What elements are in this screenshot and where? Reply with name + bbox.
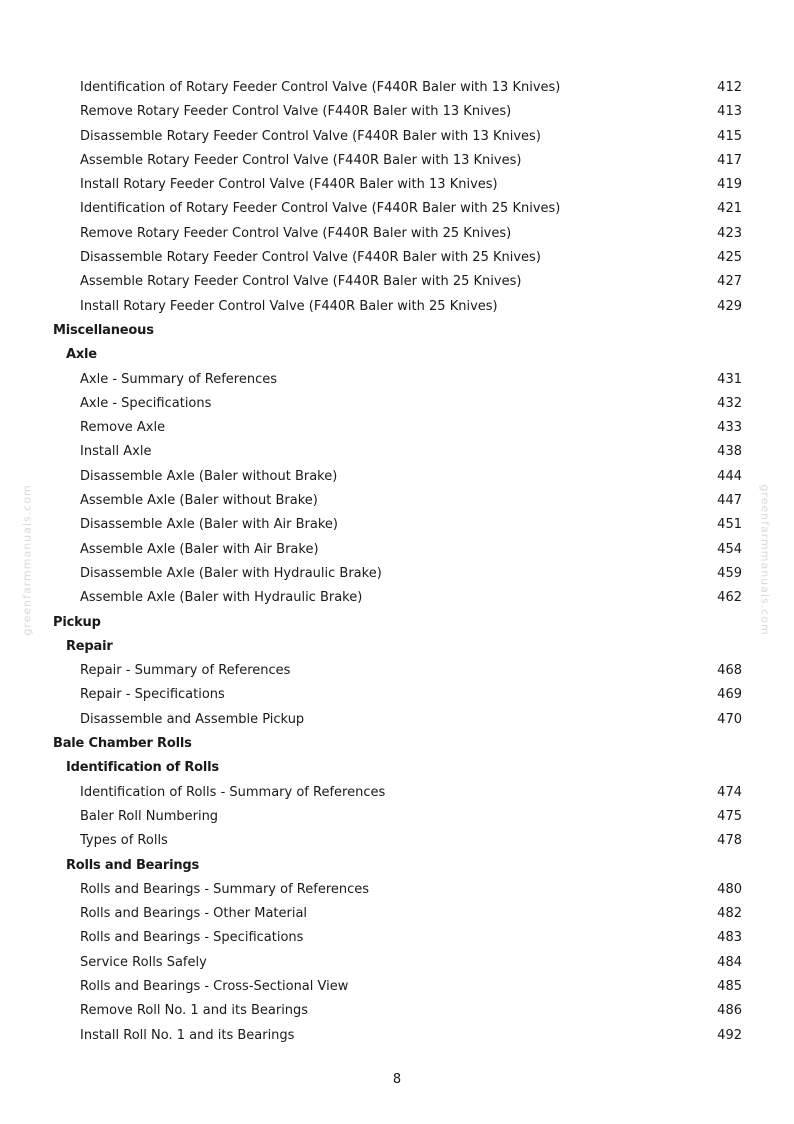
toc-entry[interactable] <box>0 149 794 173</box>
toc-entry-label: Disassemble and Assemble Pickup <box>80 711 305 727</box>
toc-entry[interactable] <box>0 246 794 270</box>
toc-entry[interactable] <box>0 562 794 586</box>
toc-entry-page: 468 <box>717 663 742 679</box>
toc-entry-label: Rolls and Bearings - Other Material <box>80 906 308 922</box>
toc-entry[interactable] <box>0 222 794 246</box>
toc-entry-label: Service Rolls Safely <box>80 954 207 970</box>
toc-entry[interactable] <box>0 829 794 853</box>
toc-entry-label: Rolls and Bearings - Cross-Sectional View <box>80 978 349 994</box>
toc-entry[interactable] <box>0 781 794 805</box>
toc-entry[interactable] <box>0 392 794 416</box>
toc-subsection-heading <box>0 635 794 659</box>
toc-entry[interactable] <box>0 586 794 610</box>
toc-entry[interactable] <box>0 878 794 902</box>
toc-entry-label: Assemble Rotary Feeder Control Valve (F440R Baler with 25 Knives) <box>80 274 522 290</box>
toc-entry-label: Rolls and Bearings - Summary of References <box>80 881 370 897</box>
toc-entry-page: 417 <box>717 152 742 168</box>
toc-entry-label: Repair - Specifications <box>80 687 225 703</box>
toc-entry[interactable] <box>0 926 794 950</box>
toc-subsection-heading <box>0 343 794 367</box>
toc-entry-label: Assemble Axle (Baler with Air Brake) <box>80 541 319 557</box>
toc-entry-page: 421 <box>717 201 742 217</box>
toc-entry[interactable] <box>0 659 794 683</box>
toc-entry-label: Repair - Summary of References <box>80 663 291 679</box>
toc-entry-label: Axle <box>66 347 97 363</box>
toc-entry-label: Miscellaneous <box>53 322 154 338</box>
toc-entry-label: Remove Roll No. 1 and its Bearings <box>80 1003 309 1019</box>
toc-entry[interactable] <box>0 805 794 829</box>
toc-entry-page: 415 <box>717 128 742 144</box>
page-number: 8 <box>392 1072 402 1087</box>
toc-entry-label: Baler Roll Numbering <box>80 808 219 824</box>
toc-entry[interactable] <box>0 440 794 464</box>
toc-entry-page: 485 <box>717 978 742 994</box>
toc-entry[interactable] <box>0 1024 794 1048</box>
toc-entry[interactable] <box>0 999 794 1023</box>
toc-entry[interactable] <box>0 489 794 513</box>
toc-entry-label: Disassemble Rotary Feeder Control Valve (F440R Baler with 13 Knives) <box>80 128 541 144</box>
toc-entry[interactable] <box>0 270 794 294</box>
toc-entry-page: 483 <box>717 930 742 946</box>
toc-entry-page: 462 <box>717 590 742 606</box>
toc-entry-label: Disassemble Axle (Baler with Air Brake) <box>80 517 338 533</box>
watermark-right: greenfarmmanuals.com <box>758 484 772 636</box>
toc-entry[interactable] <box>0 295 794 319</box>
toc-entry-label: Identification of Rotary Feeder Control Valve (F440R Baler with 25 Knives) <box>80 201 561 217</box>
toc-entry-label: Repair <box>66 638 113 654</box>
toc-entry-label: Assemble Axle (Baler with Hydraulic Brake) <box>80 590 363 606</box>
toc-section-heading <box>0 611 794 635</box>
toc-entry[interactable] <box>0 368 794 392</box>
toc-section-heading <box>0 319 794 343</box>
toc-entry-label: Remove Rotary Feeder Control Valve (F440R Baler with 25 Knives) <box>80 225 512 241</box>
toc-entry-page: 423 <box>717 225 742 241</box>
toc-entry[interactable] <box>0 708 794 732</box>
toc-entry-page: 482 <box>717 906 742 922</box>
toc-entry-page: 412 <box>717 80 742 95</box>
toc-entry-label: Assemble Rotary Feeder Control Valve (F440R Baler with 13 Knives) <box>80 152 522 168</box>
toc-entry-label: Remove Rotary Feeder Control Valve (F440R Baler with 13 Knives) <box>80 104 512 120</box>
toc-entry-page: 484 <box>717 954 742 970</box>
toc-entry-label: Install Roll No. 1 and its Bearings <box>80 1027 295 1043</box>
toc-entry-page: 413 <box>717 104 742 120</box>
toc-entry-label: Assemble Axle (Baler without Brake) <box>80 493 318 509</box>
toc-entry-label: Bale Chamber Rolls <box>53 736 192 752</box>
toc-entry-label: Rolls and Bearings <box>66 857 200 873</box>
toc-entry[interactable] <box>0 465 794 489</box>
toc-entry[interactable] <box>0 125 794 149</box>
toc-entry-label: Identification of Rolls - Summary of References <box>80 784 386 800</box>
toc-entry-label: Remove Axle <box>80 420 166 436</box>
toc-subsection-heading <box>0 854 794 878</box>
toc-entry-page: 459 <box>717 565 742 581</box>
toc-entry-page: 429 <box>717 298 742 314</box>
toc-entry-label: Axle - Summary of References <box>80 371 278 387</box>
toc-entry-page: 492 <box>717 1027 742 1043</box>
table-of-contents <box>0 76 794 1048</box>
watermark-left: greenfarmmanuals.com <box>20 484 34 636</box>
toc-entry-label: Install Axle <box>80 444 152 460</box>
toc-entry-page: 427 <box>717 274 742 290</box>
toc-entry[interactable] <box>0 197 794 221</box>
toc-entry-page: 474 <box>717 784 742 800</box>
toc-entry-page: 470 <box>717 711 742 727</box>
toc-entry[interactable] <box>0 951 794 975</box>
toc-entry[interactable] <box>0 975 794 999</box>
toc-entry[interactable] <box>0 416 794 440</box>
toc-entry-page: 438 <box>717 444 742 460</box>
toc-entry-label: Axle - Specifications <box>80 395 212 411</box>
toc-entry[interactable] <box>0 173 794 197</box>
toc-entry-page: 478 <box>717 833 742 849</box>
toc-entry-label: Identification of Rotary Feeder Control Valve (F440R Baler with 13 Knives) <box>80 80 561 95</box>
toc-entry-label: Disassemble Axle (Baler without Brake) <box>80 468 338 484</box>
toc-entry-page: 454 <box>717 541 742 557</box>
toc-entry-page: 469 <box>717 687 742 703</box>
toc-entry-page: 447 <box>717 493 742 509</box>
toc-entry-page: 451 <box>717 517 742 533</box>
toc-entry-page: 432 <box>717 395 742 411</box>
toc-entry-label: Identification of Rolls <box>66 760 219 776</box>
toc-entry[interactable] <box>0 76 794 100</box>
toc-entry-page: 419 <box>717 177 742 193</box>
toc-entry-label: Types of Rolls <box>80 833 168 849</box>
toc-entry-label: Install Rotary Feeder Control Valve (F440R Baler with 13 Knives) <box>80 177 498 193</box>
toc-entry-label: Pickup <box>53 614 101 630</box>
toc-entry[interactable] <box>0 538 794 562</box>
toc-entry-label: Install Rotary Feeder Control Valve (F440R Baler with 25 Knives) <box>80 298 498 314</box>
toc-entry-page: 480 <box>717 881 742 897</box>
toc-entry[interactable] <box>0 902 794 926</box>
toc-section-heading <box>0 732 794 756</box>
toc-entry-page: 444 <box>717 468 742 484</box>
toc-entry-label: Disassemble Axle (Baler with Hydraulic Brake) <box>80 565 382 581</box>
toc-entry-label: Rolls and Bearings - Specifications <box>80 930 304 946</box>
toc-subsection-heading <box>0 756 794 780</box>
toc-entry-page: 431 <box>717 371 742 387</box>
toc-entry-page: 486 <box>717 1003 742 1019</box>
toc-entry[interactable] <box>0 683 794 707</box>
toc-entry[interactable] <box>0 100 794 124</box>
toc-entry-page: 475 <box>717 808 742 824</box>
toc-entry[interactable] <box>0 513 794 537</box>
toc-entry-page: 433 <box>717 420 742 436</box>
toc-entry-label: Disassemble Rotary Feeder Control Valve (F440R Baler with 25 Knives) <box>80 250 541 266</box>
toc-entry-page: 425 <box>717 250 742 266</box>
